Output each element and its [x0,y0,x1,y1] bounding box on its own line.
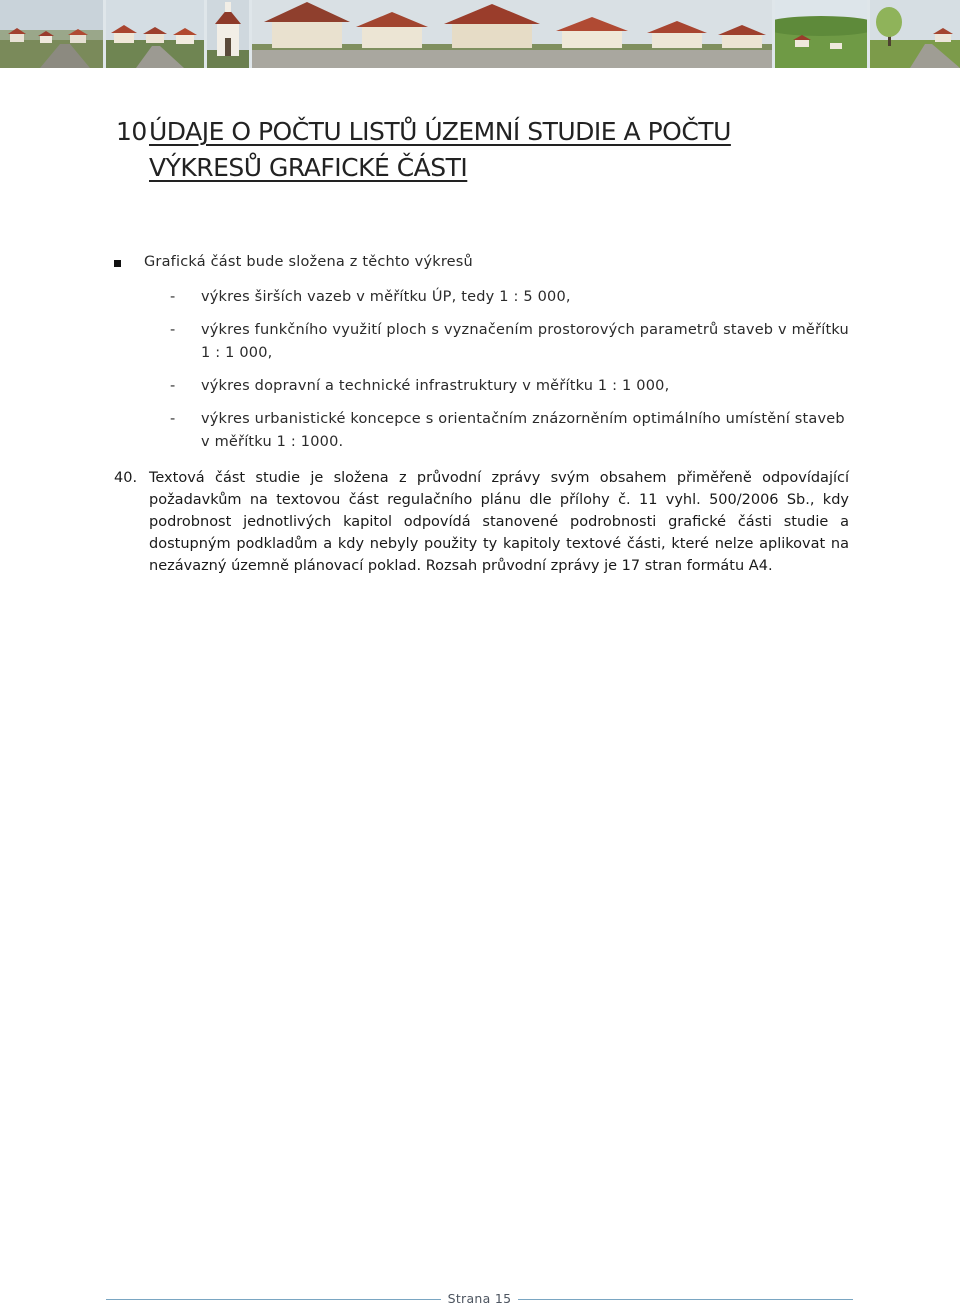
bullet-text: Grafická část bude složena z těchto výkresů [144,254,473,270]
footer-rule-left [106,1299,441,1300]
footer-rule-right [518,1299,853,1300]
paragraph-text: Textová část studie je složena z průvodní zprávy svým obsahem přiměřeně odpovídající požadavkům na textovou část regulačního plánu dle přílohy č. 11 vyhl. 500/2006 Sb., kdy podrobnost jednotlivých kapitol odpovídá stanovené podrobnosti grafické části studie a dostupným podkladům a kdy nebyly použity ty kapitoly textové části, které nelze aplikovat na nezávazný územně plánovací poklad. Rozsah průvodní zprávy je 17 stran formátu A4. [149,470,849,574]
chapel-photo [207,0,249,68]
dash-marker: - [170,322,176,338]
list-item [170,319,850,365]
header-photo-strip [0,0,960,68]
houses-street-photo [252,0,772,68]
section-number: 10 [116,117,147,146]
drawing-list [170,286,850,464]
dash-marker: - [170,411,176,427]
houses-road-photo [106,0,204,68]
list-item-text: výkres širších vazeb v měřítku ÚP, tedy 1 : 5 000, [201,289,571,305]
list-item [170,286,850,309]
section-title: ÚDAJE O POČTU LISTŮ ÚZEMNÍ STUDIE A POČTU VÝKRESŮ GRAFICKÉ ČÁSTI [149,117,731,182]
list-item-text: výkres funkčního využití ploch s vyznačením prostorových parametrů staveb v měřítku 1 : 1 000, [201,322,849,361]
list-item [170,375,850,398]
dash-marker: - [170,289,176,305]
dash-marker: - [170,378,176,394]
list-item-text: výkres dopravní a technické infrastruktury v měřítku 1 : 1 000, [201,378,670,394]
paragraph-number: 40. [114,470,138,486]
page-number: Strana 15 [447,1291,512,1306]
list-item [170,408,850,454]
numbered-paragraph [114,467,849,577]
path-tree-photo [870,0,960,68]
green-hills-photo [775,0,867,68]
village-houses-photo [0,0,103,68]
list-item-text: výkres urbanistické koncepce s orientačním znázorněním optimálního umístění staveb v měřítku 1 : 1000. [201,411,845,450]
square-bullet-icon [114,260,121,267]
section-heading [116,114,846,186]
